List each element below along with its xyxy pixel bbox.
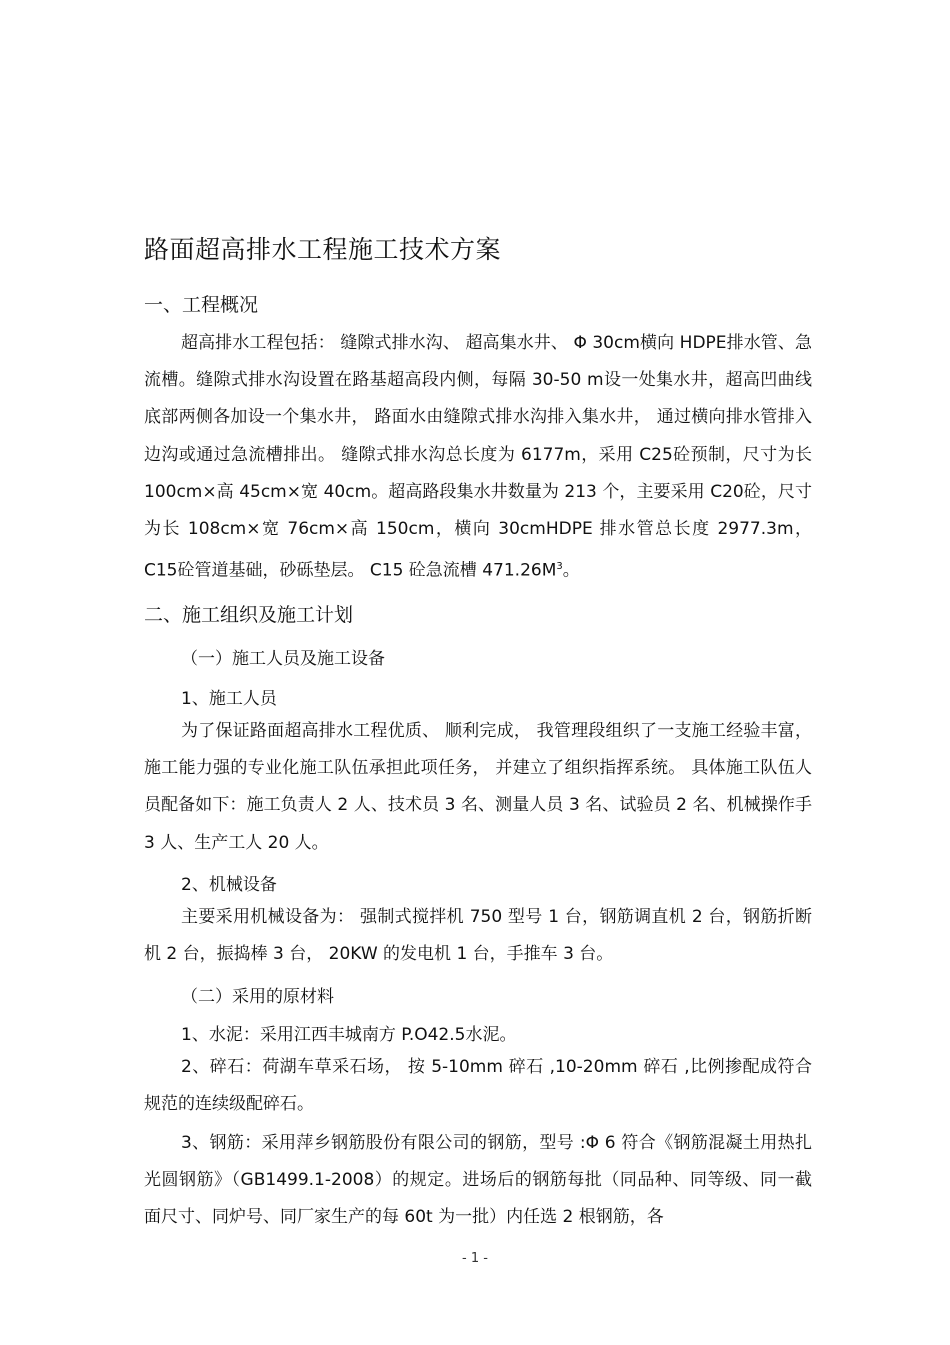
overview-text: 超高排水工程包括： 缝隙式排水沟、 超高集水井、 Φ 30cm横向 HDPE排水管、急流槽。缝隙式排水沟设置在路基超高段内侧，每隔 30-50 m设一处集水井，超高凹曲线底部两侧各加设一个集水井， 路面水由缝隙式排水沟排入集水井， 通过横向排水管排入边沟或通过急流槽排出。 缝隙式排水沟总长度为 6177m，采用 C25砼预制，尺寸为长 100cm×高 45cm×宽 40cm。超高路段集水井数量为 213 个，主要采用 C20砼，尺寸为长 108cm×宽 76cm×高 150cm，横向 30cmHDPE 排水管总长度 2977.3m， C15砼管道基础，砂砾垫层。 C15 砼急流槽 471.26M: [144, 333, 812, 581]
document-title: 路面超高排水工程施工技术方案: [144, 235, 502, 264]
equipment-paragraph: 主要采用机械设备为： 强制式搅拌机 750 型号 1 台，钢筋调直机 2 台，钢筋折断机 2 台，振捣棒 3 台， 20KW 的发电机 1 台，手推车 3 台。: [144, 907, 812, 965]
item-personnel-title: 1、施工人员: [181, 689, 277, 709]
material-cement: 1、水泥：采用江西丰城南方 P.O42.5水泥。: [181, 1025, 517, 1045]
cubic-superscript: 3: [556, 561, 563, 573]
overview-paragraph: [144, 325, 812, 590]
subsection-personnel-equipment: （一）施工人员及施工设备: [181, 649, 385, 669]
section-heading-organization: 二、施工组织及施工计划: [144, 604, 354, 626]
material-steel: 3、钢筋：采用萍乡钢筋股份有限公司的钢筋，型号 :Φ 6 符合《钢筋混凝土用热扎光圆钢筋》（GB1499.1-2008）的规定。进场后的钢筋每批（同品种、同等级、同一截面尺寸、同炉号、同厂家生产的每 60t 为一批）内任选 2 根钢筋，各: [144, 1133, 812, 1228]
material-gravel: 2、碎石：荷湖车草采石场， 按 5-10mm 碎石 ,10-20mm 碎石 ,比例掺配成符合规范的连续级配碎石。: [144, 1057, 812, 1115]
section-heading-overview: 一、工程概况: [144, 294, 259, 316]
item-equipment-title: 2、机械设备: [181, 875, 277, 895]
personnel-paragraph: 为了保证路面超高排水工程优质、 顺利完成， 我管理段组织了一支施工经验丰富，施工能力强的专业化施工队伍承担此项任务， 并建立了组织指挥系统。 具体施工队伍人员配备如下：施工负责人 2 人、技术员 3 名、测量人员 3 名、试验员 2 名、机械操作手 3 人、生产工人 20 人。: [144, 721, 812, 853]
overview-end: 。: [562, 560, 580, 581]
page-number: - 1 -: [462, 1251, 488, 1266]
subsection-materials: （二）采用的原材料: [181, 987, 334, 1007]
